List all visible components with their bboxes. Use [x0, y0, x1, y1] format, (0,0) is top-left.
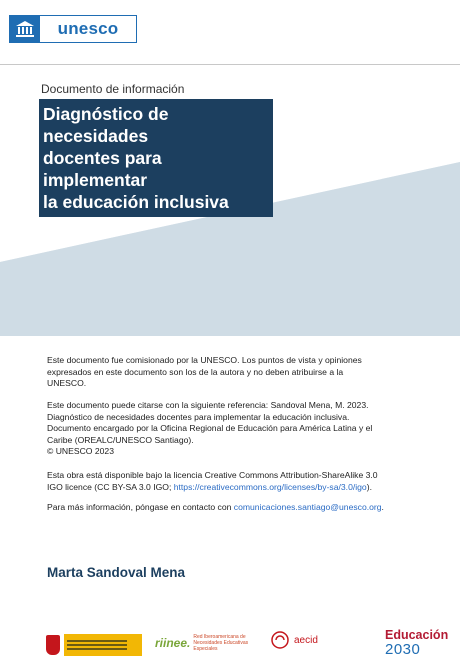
aecid-wordmark: aecid [294, 634, 318, 646]
spain-government-logo[interactable] [46, 634, 142, 656]
disclaimer-text [47, 355, 427, 390]
education-title: Educación [385, 628, 449, 642]
education-year: 2030 [385, 641, 421, 658]
text-line [47, 482, 427, 494]
text-line: Este documento puede citarse con la siguiente referencia: Sandoval Mena, M. 2023. [47, 400, 369, 410]
header-divider [0, 64, 460, 65]
education-2030-logo[interactable] [385, 628, 448, 658]
citation-text [47, 400, 427, 458]
text-fragment: ). [366, 481, 372, 492]
riinee-wordmark: riinee. [155, 636, 191, 650]
title-line: la educación inclusiva [43, 192, 229, 212]
text-line: Esta obra está disponible bajo la licencia Creative Commons Attribution-ShareAlike 3.0 [47, 470, 378, 480]
contact-text [47, 502, 427, 514]
spain-shield-icon [46, 635, 60, 655]
author-name: Marta Sandoval Mena [47, 565, 186, 580]
text-fragment: . [381, 502, 384, 512]
title-line: docentes para implementar [43, 148, 162, 190]
license-text [47, 470, 427, 493]
unesco-logo[interactable] [9, 15, 137, 43]
unesco-logo-text: unesco [57, 19, 119, 38]
partner-logos [0, 626, 460, 662]
text-line: © UNESCO 2023 [47, 446, 114, 457]
text-line: Caribe (OREALC/UNESCO Santiago). [47, 434, 194, 445]
text-line [47, 502, 427, 514]
text-fragment: IGO licence (CC BY-SA 3.0 IGO; [47, 481, 174, 492]
text-line: Este documento fue comisionado por la UNESCO. Los puntos de vista y opiniones [47, 355, 362, 365]
text-fragment: Para más información, póngase en contacto con [47, 502, 234, 512]
license-link[interactable]: https://creativecommons.org/licenses/by-sa/3.0/igo [173, 481, 367, 492]
unesco-temple-icon [10, 16, 40, 42]
document-title [39, 99, 273, 217]
text-line: Diagnóstico de necesidades docentes para implementar la educación inclusiva. [47, 411, 350, 422]
riinee-logo[interactable] [155, 634, 251, 652]
ministry-banner [64, 634, 142, 656]
aecid-logo[interactable] [270, 630, 318, 650]
contact-email-link[interactable]: comunicaciones.santiago@unesco.org [233, 502, 382, 512]
text-line: Documento encargado por la Oficina Regional de Educación para América Latina y el [47, 423, 373, 434]
title-line: Diagnóstico de necesidades [43, 104, 169, 146]
aecid-swirl-icon [270, 630, 290, 650]
text-line: UNESCO. [47, 378, 87, 389]
document-type: Documento de información [41, 82, 185, 96]
text-line: expresados en este documento son los de la autora y no deben atribuirse a la [47, 366, 344, 377]
riinee-subtitle: Red Iberoamericana de Necesidades Educativas Especiales [193, 634, 249, 652]
